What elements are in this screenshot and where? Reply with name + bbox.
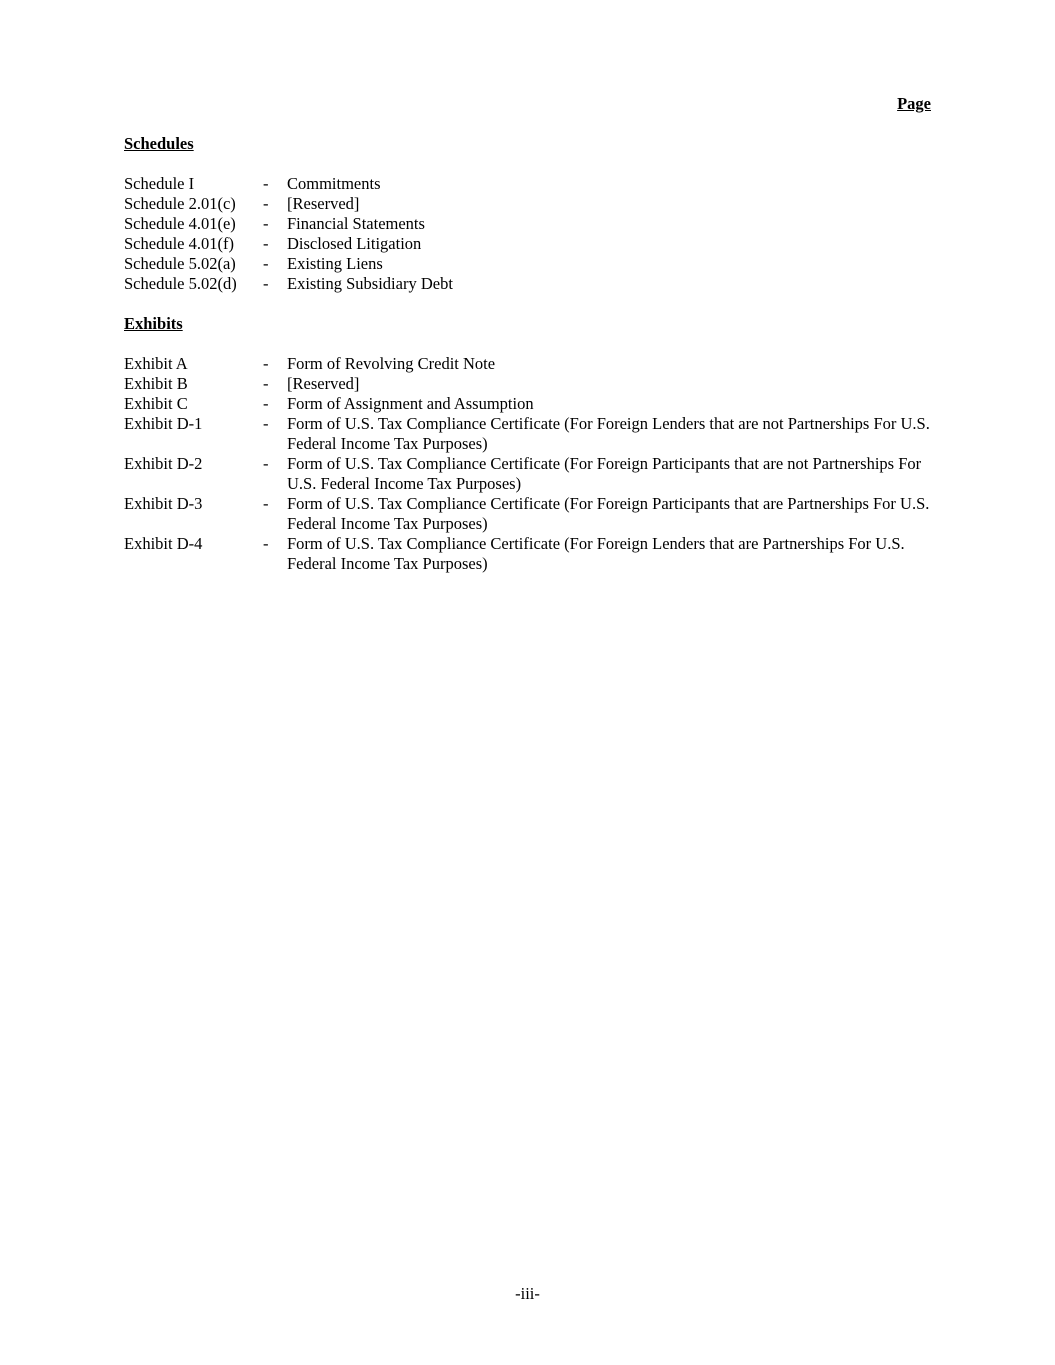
schedule-code: Schedule 2.01(c): [124, 194, 236, 213]
list-item: [124, 494, 934, 534]
page-number: -iii-: [515, 1284, 540, 1303]
list-item: [124, 194, 934, 214]
schedule-description: Financial Statements: [287, 214, 425, 233]
schedule-code: Schedule 5.02(a): [124, 254, 236, 273]
list-item: [124, 254, 934, 274]
separator-dash: -: [263, 394, 269, 413]
exhibit-description: [Reserved]: [287, 374, 360, 393]
exhibit-list: [124, 354, 934, 574]
exhibit-code: Exhibit C: [124, 394, 188, 413]
list-item: [124, 174, 934, 194]
separator-dash: -: [263, 274, 269, 293]
schedule-description: Existing Liens: [287, 254, 383, 273]
schedule-description: Disclosed Litigation: [287, 234, 422, 253]
exhibit-code: Exhibit D-2: [124, 454, 203, 473]
separator-dash: -: [263, 414, 269, 433]
list-item: [124, 394, 934, 414]
separator-dash: -: [263, 194, 269, 213]
exhibit-description: Form of U.S. Tax Compliance Certificate (For Foreign Participants that are Partnerships For U.S. Federal Income Tax Purposes): [287, 494, 930, 533]
schedule-code: Schedule 4.01(f): [124, 234, 234, 253]
separator-dash: -: [263, 454, 269, 473]
separator-dash: -: [263, 354, 269, 373]
list-item: [124, 354, 934, 374]
list-item: [124, 454, 934, 494]
separator-dash: -: [263, 494, 269, 513]
exhibit-description: Form of U.S. Tax Compliance Certificate (For Foreign Participants that are not Partnerships For U.S. Federal Income Tax Purposes): [287, 454, 922, 493]
page-column-label: Page: [897, 94, 931, 113]
separator-dash: -: [263, 174, 269, 193]
schedule-code: Schedule 4.01(e): [124, 214, 236, 233]
exhibit-description: Form of Revolving Credit Note: [287, 354, 496, 373]
exhibit-description: Form of Assignment and Assumption: [287, 394, 534, 413]
separator-dash: -: [263, 234, 269, 253]
separator-dash: -: [263, 254, 269, 273]
separator-dash: -: [263, 214, 269, 233]
exhibit-description: Form of U.S. Tax Compliance Certificate (For Foreign Lenders that are not Partnerships For U.S. Federal Income Tax Purposes): [287, 414, 930, 453]
list-item: [124, 214, 934, 234]
separator-dash: -: [263, 534, 269, 553]
exhibit-code: Exhibit D-4: [124, 534, 203, 553]
list-item: [124, 414, 934, 454]
exhibit-code: Exhibit A: [124, 354, 188, 373]
list-item: [124, 274, 934, 294]
exhibits-heading: Exhibits: [124, 314, 183, 333]
schedule-description: [Reserved]: [287, 194, 360, 213]
schedule-description: Existing Subsidiary Debt: [287, 274, 453, 293]
exhibit-code: Exhibit D-1: [124, 414, 203, 433]
schedule-description: Commitments: [287, 174, 381, 193]
list-item: [124, 534, 934, 574]
separator-dash: -: [263, 374, 269, 393]
schedule-code: Schedule 5.02(d): [124, 274, 237, 293]
exhibit-code: Exhibit D-3: [124, 494, 203, 513]
list-item: [124, 374, 934, 394]
schedule-code: Schedule I: [124, 174, 195, 193]
schedules-heading: Schedules: [124, 134, 194, 153]
exhibit-code: Exhibit B: [124, 374, 188, 393]
list-item: [124, 234, 934, 254]
schedule-list: [124, 174, 934, 294]
exhibit-description: Form of U.S. Tax Compliance Certificate (For Foreign Lenders that are Partnerships For U.S. Federal Income Tax Purposes): [287, 534, 905, 573]
